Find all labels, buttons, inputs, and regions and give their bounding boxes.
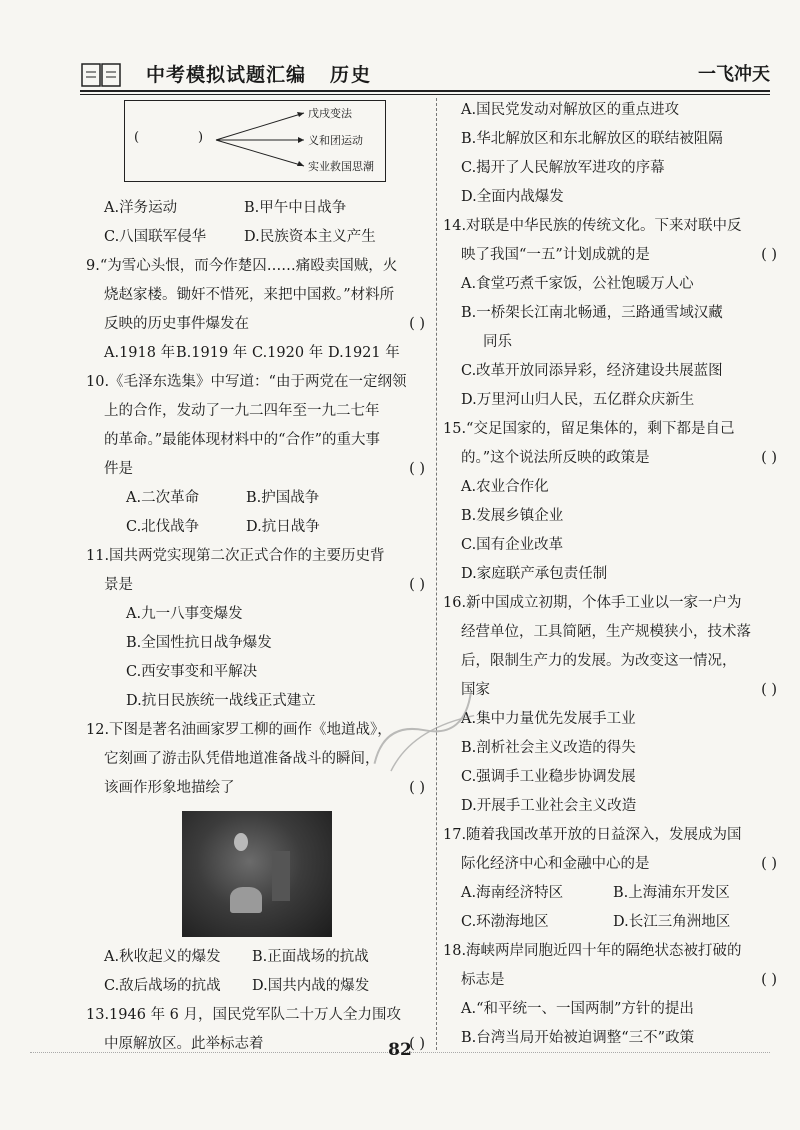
question-text: 的。”这个说法所反映的政策是 (461, 450, 650, 466)
right-column (443, 96, 783, 1053)
page-header (80, 58, 770, 90)
header-brand: 一飞冲天 (698, 64, 770, 85)
answer-paren[interactable]: ( ) (761, 247, 777, 263)
option[interactable]: C.1920 年 (252, 345, 324, 361)
question-text (86, 310, 431, 339)
option[interactable]: C.西安事变和平解决 (126, 664, 258, 680)
option[interactable]: B.全国性抗日战争爆发 (126, 635, 272, 651)
question-text (86, 455, 431, 484)
q17-options-row (443, 908, 783, 937)
option[interactable]: D.长江三角洲地区 (613, 914, 731, 930)
answer-paren[interactable]: ( ) (409, 577, 425, 593)
painting-figure (272, 851, 290, 901)
option[interactable]: A.洋务运动 (104, 200, 178, 216)
option[interactable]: B.上海浦东开发区 (613, 885, 730, 901)
question-text: 12.下图是著名油画家罗工柳的画作《地道战》， (86, 722, 392, 738)
column-divider (436, 98, 437, 1050)
q17-options-row (443, 879, 783, 908)
option[interactable]: D.家庭联产承包责任制 (461, 566, 608, 582)
header-title: 中考模拟试题汇编 (146, 64, 307, 86)
q8-diagram (124, 100, 386, 186)
option[interactable]: A.国民党发动对解放区的重点进攻 (461, 102, 680, 118)
question-text (443, 241, 783, 270)
question-text: 它刻画了游击队凭借地道准备战斗的瞬间， (104, 751, 380, 767)
question-text (443, 966, 783, 995)
diagram-item: 戊戌变法 (308, 107, 352, 120)
option[interactable]: B.一桥架长江南北畅通，三路通雪域汉藏 (461, 305, 723, 321)
option[interactable]: C.敌后战场的抗战 (104, 978, 221, 994)
option[interactable]: C.改革开放同添异彩，经济建设共展蓝图 (461, 363, 723, 379)
answer-paren[interactable]: ( ) (761, 682, 777, 698)
q9-options-row (86, 339, 431, 368)
option[interactable]: D.民族资本主义产生 (244, 229, 376, 245)
header-subject: 历史 (330, 64, 373, 86)
question-text: 烧赵家楼。锄奸不惜死，来把中国救。”材料所 (104, 287, 395, 303)
question-text (86, 571, 431, 600)
q12-options-row (86, 972, 431, 1001)
answer-paren[interactable]: ( ) (761, 856, 777, 872)
option[interactable]: B.正面战场的抗战 (252, 949, 369, 965)
option[interactable]: C.北伐战争 (126, 519, 200, 535)
option[interactable]: A.食堂巧煮千家饭，公社饱暖万人心 (461, 276, 694, 292)
question-text: 17.随着我国改革开放的日益深入，发展成为国 (443, 827, 742, 843)
book-logo-icon (80, 60, 124, 88)
question-text: 经营单位，工具简陋，生产规模狭小，技术落 (461, 624, 751, 640)
option[interactable]: C.环渤海地区 (461, 914, 549, 930)
diagram-paren-left: ( (134, 130, 140, 145)
answer-paren[interactable]: ( ) (409, 461, 425, 477)
option[interactable]: A.农业合作化 (461, 479, 549, 495)
option[interactable]: C.揭开了人民解放军进攻的序幕 (461, 160, 665, 176)
question-text: 中原解放区。此举标志着 (104, 1036, 264, 1052)
option[interactable]: B.发展乡镇企业 (461, 508, 564, 524)
option[interactable]: C.强调手工业稳步协调发展 (461, 769, 636, 785)
question-text: 的革命。”最能体现材料中的“合作”的重大事 (104, 432, 380, 448)
option[interactable]: A.秋收起义的爆发 (104, 949, 221, 965)
option[interactable]: D.抗日民族统一战线正式建立 (126, 693, 316, 709)
option[interactable]: C.国有企业改革 (461, 537, 564, 553)
option[interactable]: A.1918 年 (104, 345, 176, 361)
option[interactable]: D.全面内战爆发 (461, 189, 564, 205)
question-text: 11.国共两党实现第二次正式合作的主要历史背 (86, 548, 385, 564)
option[interactable]: A.二次革命 (126, 490, 200, 506)
question-text: 映了我国“一五”计划成就的是 (461, 247, 650, 263)
option[interactable]: C.八国联军侵华 (104, 229, 207, 245)
option[interactable]: B.甲午中日战争 (244, 200, 347, 216)
option[interactable]: B.剖析社会主义改造的得失 (461, 740, 636, 756)
question-text (443, 444, 783, 473)
left-column (86, 96, 431, 1059)
question-text: 后，限制生产力的发展。为改变这一情况， (461, 653, 737, 669)
page-number: 82 (388, 1040, 412, 1060)
answer-paren[interactable]: ( ) (761, 450, 777, 466)
question-text: 10.《毛泽东选集》中写道：“由于两党在一定纲领 (86, 374, 407, 390)
question-text: 景是 (104, 577, 133, 593)
q8-options-row (86, 223, 431, 252)
question-text: 16.新中国成立初期，个体手工业以一家一户为 (443, 595, 742, 611)
option[interactable]: A.“和平统一、一国两制”方针的提出 (461, 1001, 694, 1017)
question-text: 国家 (461, 682, 490, 698)
option[interactable]: A.集中力量优先发展手工业 (461, 711, 636, 727)
answer-paren[interactable]: ( ) (409, 316, 425, 332)
option[interactable]: D.国共内战的爆发 (252, 978, 370, 994)
option[interactable]: B.华北解放区和东北解放区的联结被阻隔 (461, 131, 723, 147)
question-text: 际化经济中心和金融中心的是 (461, 856, 650, 872)
option[interactable]: D.开展手工业社会主义改造 (461, 798, 637, 814)
question-text: 该画作形象地描绘了 (104, 780, 235, 796)
question-text: 反映的历史事件爆发在 (104, 316, 249, 332)
painting-figure (234, 833, 248, 851)
question-text: 18.海峡两岸同胞近四十年的隔绝状态被打破的 (443, 943, 742, 959)
q12-options-row (86, 943, 431, 972)
diagram-paren-right: ) (198, 130, 204, 145)
question-text: 标志是 (461, 972, 505, 988)
question-text: 件是 (104, 461, 133, 477)
option[interactable]: D.万里河山归人民，五亿群众庆新生 (461, 392, 695, 408)
painting-image (182, 811, 332, 937)
q10-options-row (86, 513, 431, 542)
question-text: 9.“为雪心头恨，而今作楚囚……痛殴卖国贼，火 (86, 258, 398, 274)
diagram-item: 义和团运动 (308, 134, 363, 147)
question-text: 14.对联是中华民族的传统文化。下来对联中反 (443, 218, 742, 234)
answer-paren[interactable]: ( ) (409, 780, 425, 796)
q10-options-row (86, 484, 431, 513)
answer-paren[interactable]: ( ) (761, 972, 777, 988)
option[interactable]: B.1919 年 (176, 345, 248, 361)
answer-paren[interactable]: ( ) (409, 1036, 425, 1052)
option[interactable]: B.护国战争 (246, 490, 320, 506)
option[interactable]: D.抗日战争 (246, 519, 320, 535)
question-text (443, 850, 783, 879)
option-continuation: 同乐 (483, 334, 512, 350)
option[interactable]: B.台湾当局开始被迫调整“三不”政策 (461, 1030, 695, 1046)
option[interactable]: A.海南经济特区 (461, 885, 564, 901)
header-rule (80, 90, 770, 92)
question-text: 上的合作，发动了一九二四年至一九二七年 (104, 403, 380, 419)
header-rule-thin (80, 94, 770, 95)
painting-figure (230, 887, 262, 913)
question-text: 13.1946 年 6 月，国民党军队二十万人全力围攻 (86, 1007, 402, 1023)
option[interactable]: D.1921 年 (328, 345, 400, 361)
question-text: 15.“交足国家的，留足集体的，剩下都是自己 (443, 421, 735, 437)
q8-options-row (86, 194, 431, 223)
diagram-item: 实业救国思潮 (308, 160, 374, 173)
option[interactable]: A.九一八事变爆发 (126, 606, 243, 622)
